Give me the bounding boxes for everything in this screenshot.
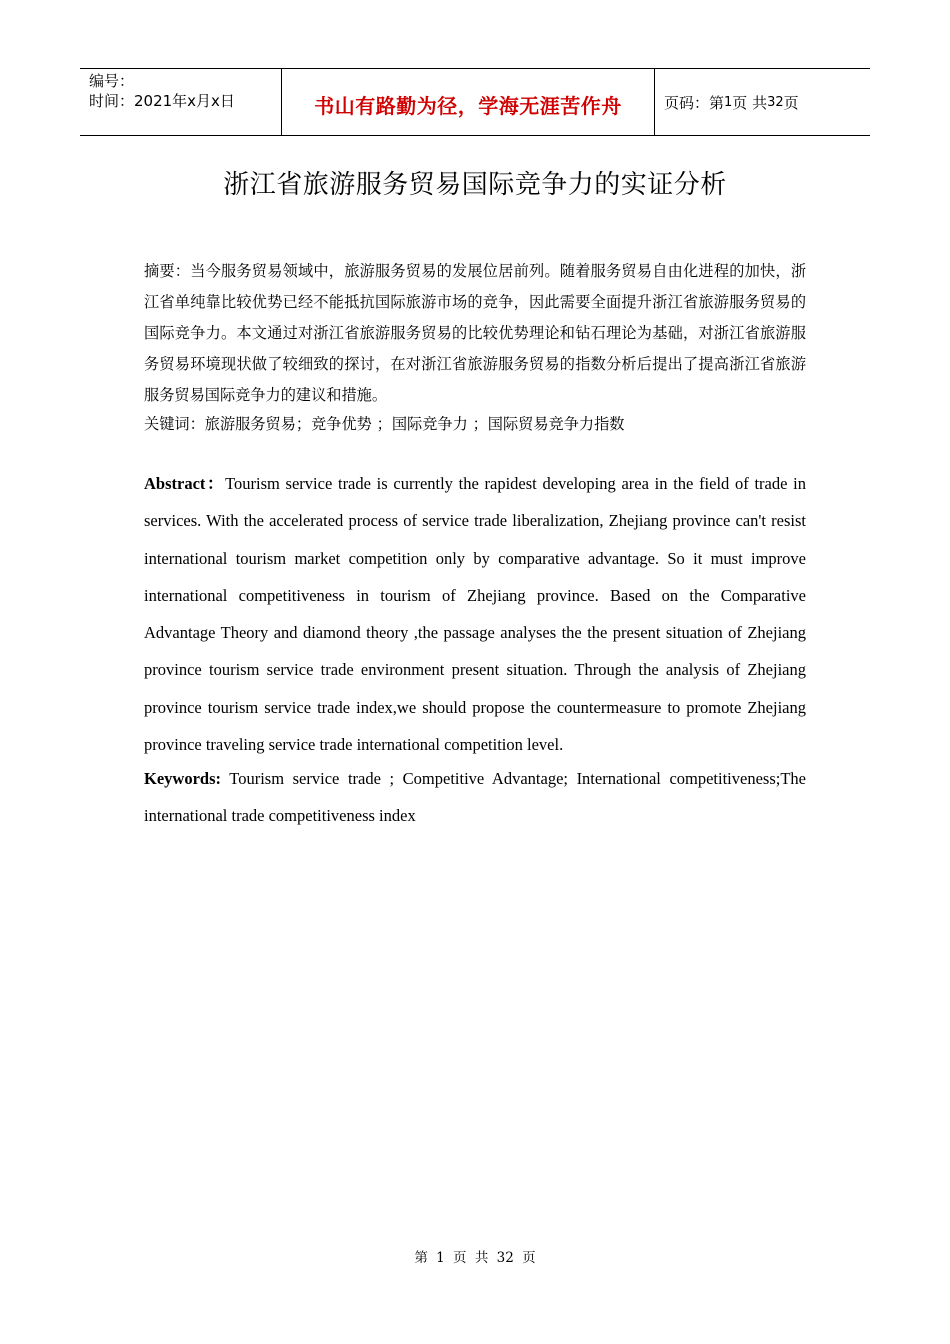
page-footer: 第 1 页 共 32 页: [414, 1250, 536, 1266]
english-keywords: [144, 760, 806, 835]
english-abstract-text: Tourism service trade is currently the rapidest developing area in the field of trade in services. With the accelerated process of service trade liberalization, Zhejiang province can't resist international tourism market competition only by comparative advantage. So it must improve international competitiveness in tourism of Zhejiang province. Based on the Comparative Advantage Theory and diamond theory ,the passage analyses the the present situation of Zhejiang province tourism service trade environment present situation. Through the analysis of Zhejiang province tourism service trade index,we should propose the countermeasure to promote Zhejiang province traveling service trade international competition level.: [144, 474, 806, 755]
page-header: [80, 68, 870, 136]
page-mid: 页 共: [732, 93, 768, 112]
chinese-abstract: [144, 256, 806, 411]
page-current-number: 1: [724, 94, 733, 110]
header-motto: 书山有路勤为径，学海无涯苦作舟: [314, 93, 622, 118]
chinese-keywords-label: 关键词：: [144, 415, 205, 433]
header-meta-cell: [80, 69, 281, 135]
document-title: 浙江省旅游服务贸易国际竞争力的实证分析: [223, 170, 727, 200]
header-page-cell: [655, 69, 870, 135]
page-total-number: 32: [767, 94, 784, 110]
page-prefix: 页码：第: [664, 93, 725, 112]
english-abstract: [144, 465, 806, 763]
english-keywords-label: Keywords:: [144, 769, 221, 788]
page-suffix: 页: [783, 93, 799, 112]
document-number-label: 编号：: [89, 72, 135, 90]
chinese-keywords-text: 旅游服务贸易；竞争优势 ；国际竞争力 ；国际贸易竞争力指数: [204, 415, 625, 433]
document-time-label: 时间：2021年x月x日: [89, 92, 235, 110]
header-motto-cell: [281, 69, 655, 135]
chinese-keywords: [144, 411, 806, 437]
chinese-abstract-label: 摘要：: [144, 262, 191, 280]
chinese-abstract-text: 当今服务贸易领域中，旅游服务贸易的发展位居前列。随着服务贸易自由化进程的加快，浙江省单纯靠比较优势已经不能抵抗国际旅游市场的竞争，因此需要全面提升浙江省旅游服务贸易的国际竞争力。本文通过对浙江省旅游服务贸易的比较优势理论和钻石理论为基础，对浙江省旅游服务贸易环境现状做了较细致的探讨，在对浙江省旅游服务贸易的指数分析后提出了提高浙江省旅游服务贸易国际竞争力的建议和措施。: [144, 262, 807, 404]
english-abstract-label: Abstract：: [144, 474, 226, 493]
english-keywords-text: Tourism service trade ; Competitive Advantage; International competitiveness;The international trade competitiveness index: [144, 769, 806, 826]
